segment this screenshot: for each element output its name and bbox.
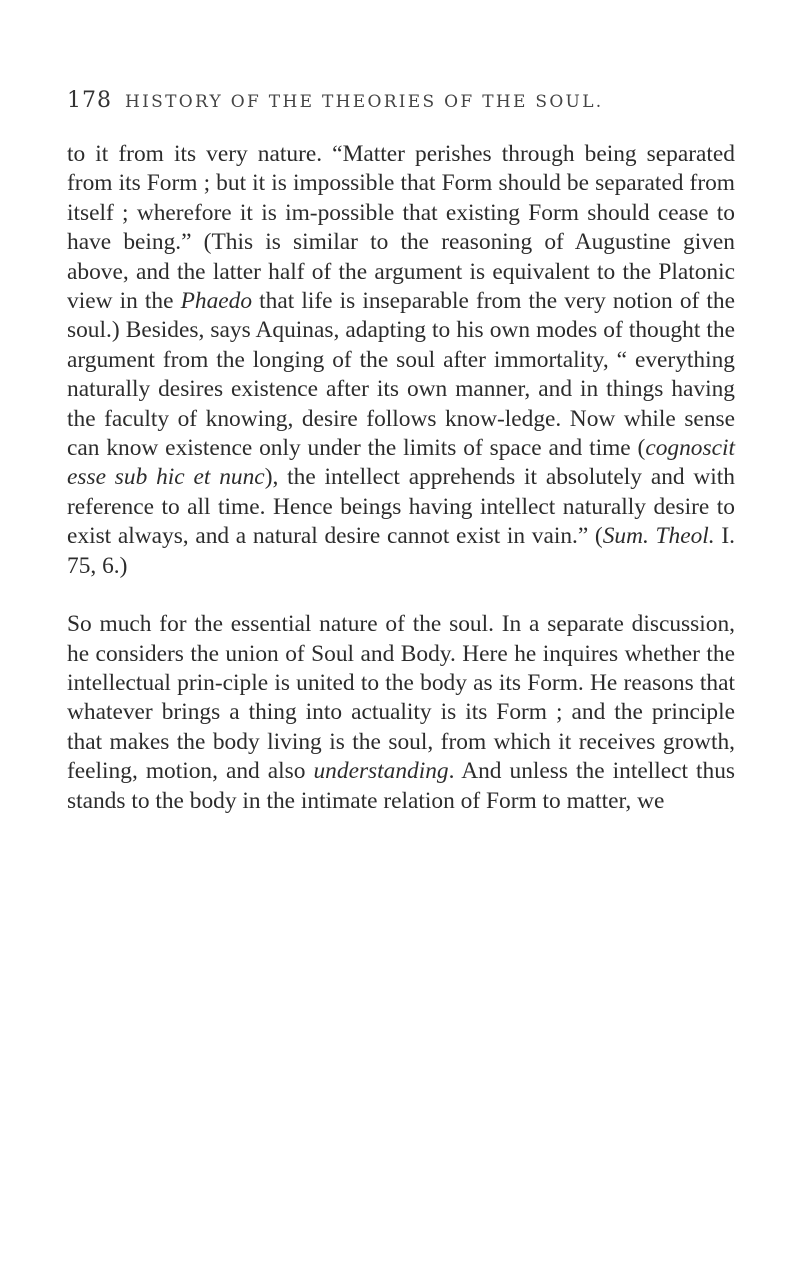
- paragraph-1-text-2: that life is inseparable from the very notion of the soul.) Besides, says Aquinas, adapting to his own modes of thought the argument from the longing of the soul after immortality, “ everything naturally desires existence after its own manner, and in things having the faculty of knowing, desire follows know-ledge. Now while sense can know existence only under the limits of space and time (: [67, 288, 735, 462]
- citation-title: Sum. Theol.: [602, 523, 715, 550]
- running-title: HISTORY OF THE THEORIES OF THE SOUL.: [125, 92, 604, 112]
- understanding-emphasis: understanding: [313, 758, 449, 785]
- latin-phrase: cognoscit esse sub hic et nunc: [67, 435, 735, 491]
- paragraph-2-text-1: So much for the essential nature of the soul. In a separate discussion, he considers the union of Soul and Body. Here he inquires whether the intellectual prin-ciple is united to the body as its Form. He reasons that whatever brings a thing into actuality is its Form ; and the principle that makes the body living is the soul, from which it receives growth, feeling, motion, and also: [67, 611, 735, 785]
- running-head: [67, 88, 732, 118]
- paragraph-1-text-3: ), the intellect apprehends it absolutely and with reference to all time. Hence beings having intellect naturally desire to exist always, and a natural desire cannot exist in vain.” (: [67, 464, 736, 550]
- page-number: 178: [67, 88, 112, 113]
- body-text: [67, 140, 735, 816]
- paragraph-1: [67, 140, 735, 581]
- paragraph-1-text-1: to it from its very nature. “Matter perishes through being separated from its Form ; but it is impossible that Form should be separated from itself ; wherefore it is im-possible that existing Form should cease to have being.” (This is similar to the reasoning of Augustine given above, and the latter half of the argument is equivalent to the Platonic view in the: [67, 141, 735, 315]
- paragraph-2: [67, 610, 735, 816]
- paragraph-1-text-4: I. 75, 6.): [67, 523, 735, 579]
- paragraph-2-text-2: . And unless the intellect thus stands to the body in the intimate relation of Form to matter, we: [67, 758, 735, 814]
- phaedo-title: Phaedo: [180, 288, 253, 315]
